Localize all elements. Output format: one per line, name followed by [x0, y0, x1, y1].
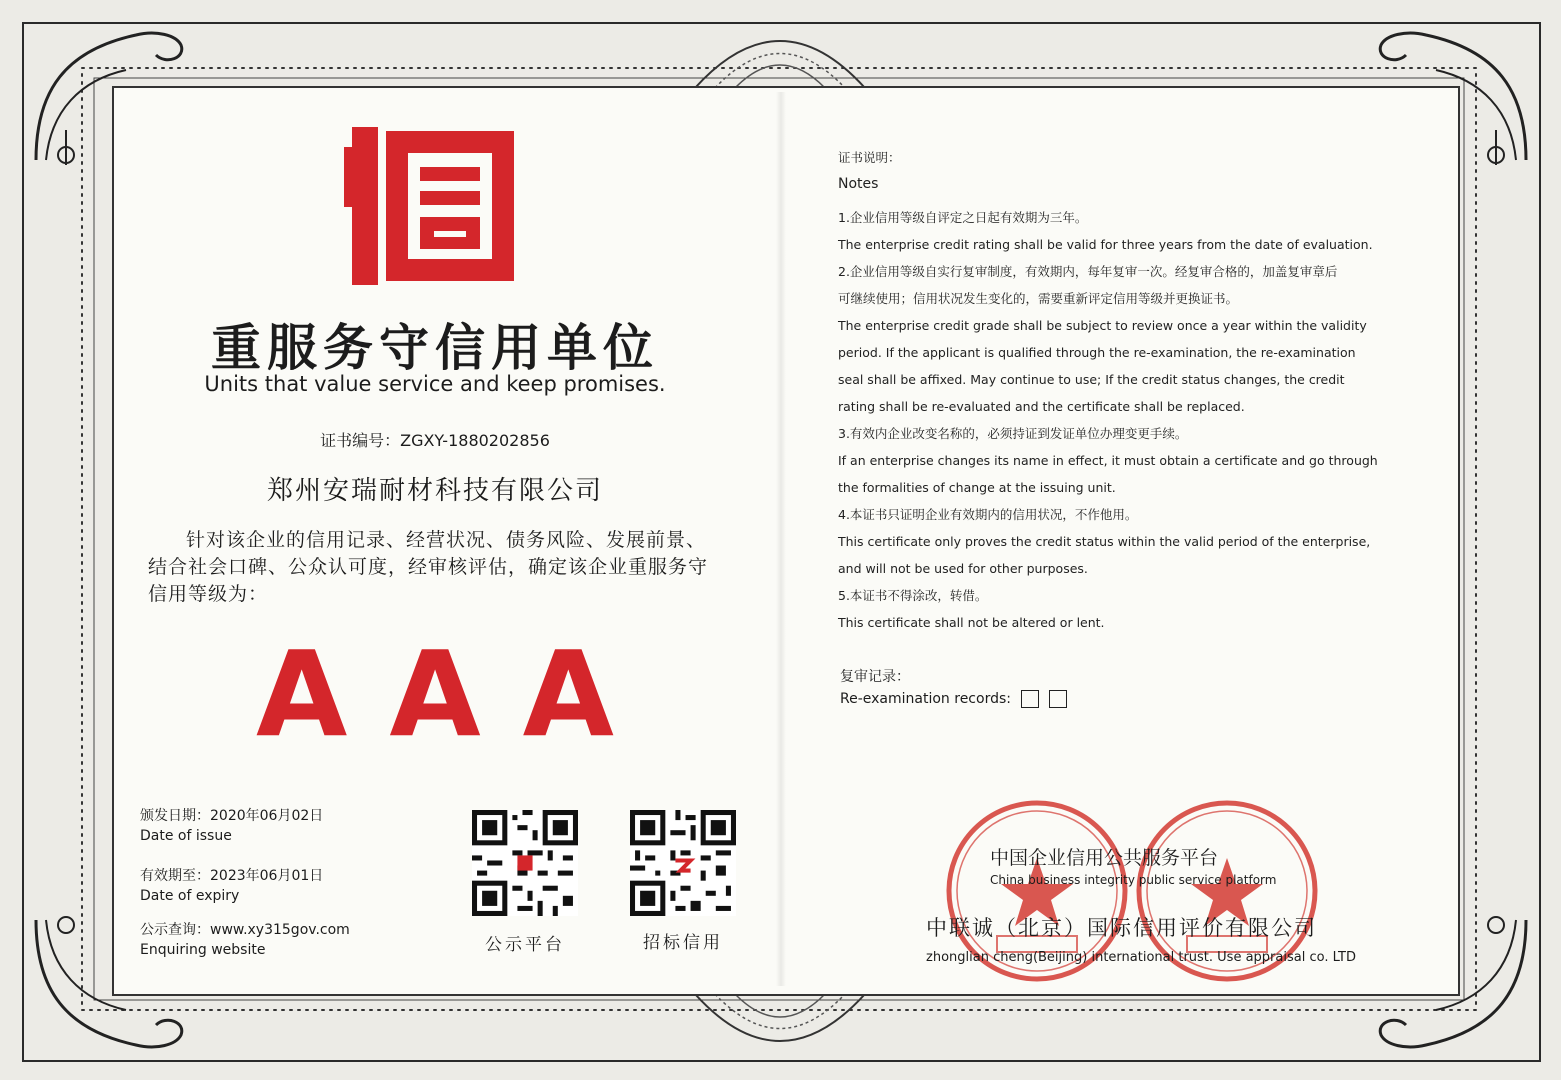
certificate-title: 重服务守信用单位: [211, 319, 659, 377]
certificate-title-english: Units that value service and keep promises.: [204, 372, 666, 396]
qr-label-public-platform: 公示平台: [485, 935, 565, 955]
note-line: 1.企业信用等级自评定之日起有效期为三年。: [838, 210, 1088, 225]
qr-code-icon[interactable]: [630, 810, 736, 916]
certificate-description: 针对该企业的信用记录、经营状况、债务风险、发展前景、结合社会口碑、公众认可度，经审核评估，确定该企业重服务守信用等级为：: [148, 529, 709, 605]
platform-name-cn: 中国企业信用公共服务平台: [990, 847, 1219, 869]
expiry-date-cn: 有效期至：2023年06月01日: [140, 868, 324, 884]
note-line: rating shall be re-evaluated and the certificate shall be replaced.: [838, 399, 1245, 414]
note-line: If an enterprise changes its name in effect, it must obtain a certificate and go through: [838, 453, 1378, 468]
issuer-name-cn: 中联诚（北京）国际信用评价有限公司: [926, 916, 1317, 940]
note-line: This certificate only proves the credit status within the valid period of the enterprise,: [838, 534, 1371, 549]
issuer-name-en: zhonglian cheng(Beijing) international trust. Use appraisal co. LTD: [926, 950, 1356, 965]
note-line: 3.有效内企业改变名称的，必须持证到发证单位办理变更手续。: [838, 426, 1188, 441]
issue-date-en: Date of issue: [140, 828, 232, 844]
center-fold: [776, 92, 786, 986]
note-line: 4.本证书只证明企业有效期内的信用状况，不作他用。: [838, 507, 1138, 522]
company-name: 郑州安瑞耐材科技有限公司: [266, 476, 603, 506]
issue-date: [140, 806, 323, 846]
enquiry-website: [140, 920, 350, 960]
top-ornament-icon: [690, 14, 870, 90]
credit-grade: AAA: [256, 625, 656, 763]
recheck-label-en: [840, 688, 1067, 710]
platform-name-en: China business integrity public service platform: [990, 873, 1277, 887]
expiry-date-en: Date of expiry: [140, 888, 240, 904]
expiry-date: [140, 866, 323, 906]
certificate-notes: [838, 146, 1398, 636]
issue-date-cn: 颁发日期：2020年06月02日: [140, 808, 324, 824]
note-line: period. If the applicant is qualified through the re-examination, the re-examination: [838, 345, 1356, 360]
note-line: 5.本证书不得涂改，转借。: [838, 588, 988, 603]
bottom-ornament-icon: [690, 992, 870, 1068]
note-line: The enterprise credit rating shall be valid for three years from the date of evaluation.: [838, 237, 1373, 252]
recheck-checkbox[interactable]: [1021, 690, 1039, 708]
recheck-label-en-text: Re-examination records:: [840, 691, 1011, 707]
note-line: seal shall be affixed. May continue to use; If the credit status changes, the credit: [838, 372, 1345, 387]
notes-title-cn: 证书说明：: [838, 150, 901, 165]
note-line: This certificate shall not be altered or lent.: [838, 615, 1105, 630]
qr-code-icon[interactable]: [472, 810, 578, 916]
qr-label-bidding-credit: 招标信用: [643, 933, 723, 953]
website-en: Enquiring website: [140, 942, 266, 958]
certificate-number: 证书编号：ZGXY-1880202856: [320, 431, 550, 450]
website-cn: 公示查询：www.xy315gov.com: [140, 922, 350, 938]
recheck-label-cn: 复审记录：: [840, 669, 910, 685]
notes-title-en: Notes: [838, 176, 879, 192]
note-line: 2.企业信用等级自实行复审制度，有效期内，每年复审一次。经复审合格的，加盖复审章后: [838, 264, 1338, 279]
note-line: 可继续使用；信用状况发生变化的，需要重新评定信用等级并更换证书。: [838, 291, 1239, 306]
credit-seal-logo: [342, 125, 518, 287]
note-line: the formalities of change at the issuing unit.: [838, 480, 1116, 495]
re-examination-records: [840, 666, 1067, 710]
note-line: and will not be used for other purposes.: [838, 561, 1088, 576]
recheck-checkbox[interactable]: [1049, 690, 1067, 708]
note-line: The enterprise credit grade shall be subject to review once a year within the validity: [838, 318, 1367, 333]
